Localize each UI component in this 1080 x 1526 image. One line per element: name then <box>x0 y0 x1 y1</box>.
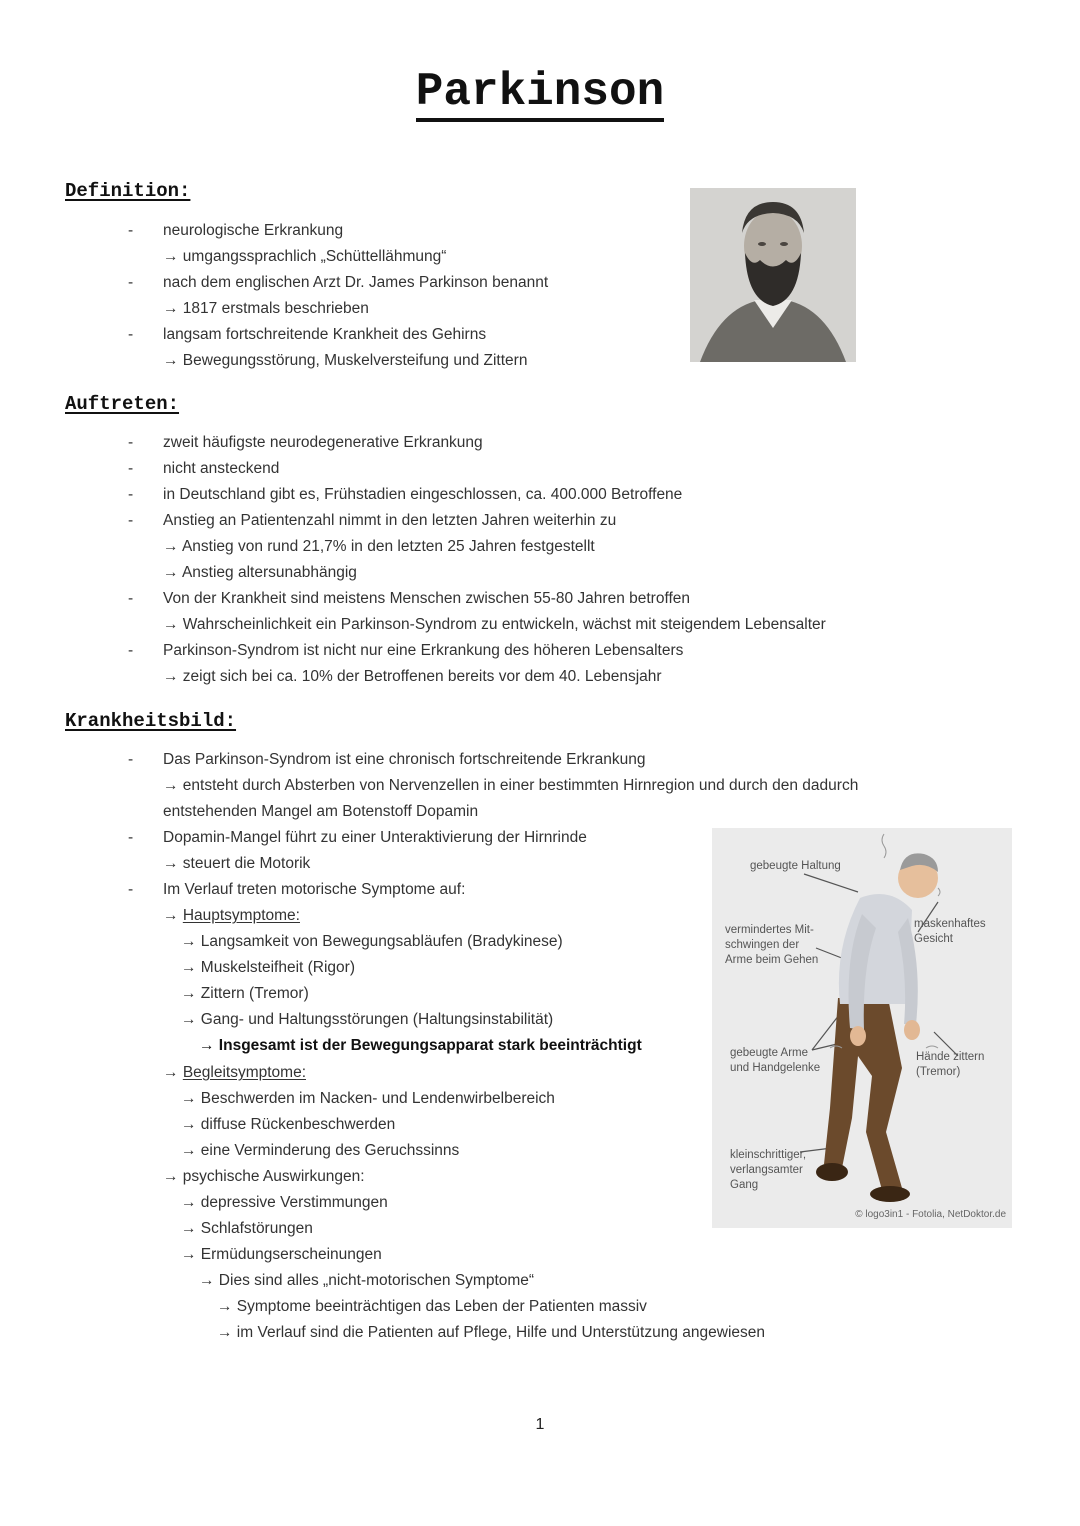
text-line: neurologische Erkrankung <box>163 222 344 239</box>
page-number: 1 <box>535 1416 545 1433</box>
text-line: nicht ansteckend <box>163 460 280 477</box>
text-line: entstehenden Mangel am Botenstoff Dopamin <box>163 803 479 820</box>
label-gebeugte-arme: gebeugte Arme und Handgelenke <box>730 1047 821 1074</box>
text-line: → Schlafstörungen <box>181 1220 313 1237</box>
text-line: → Langsamkeit von Bewegungsabläufen (Bradykinese) <box>181 933 563 950</box>
text-line: Im Verlauf treten motorische Symptome auf: <box>163 881 466 898</box>
heading-auftreten: Auftreten: <box>65 393 180 415</box>
bullet-dash: - <box>128 512 134 529</box>
text-line: → zeigt sich bei ca. 10% der Betroffenen bereits vor dem 40. Lebensjahr <box>163 668 662 685</box>
text-line: → im Verlauf sind die Patienten auf Pflege, Hilfe und Unterstützung angewiesen <box>217 1324 765 1341</box>
bullet-dash: - <box>128 460 134 477</box>
bullet-dash: - <box>128 751 134 768</box>
hauptsymptome-label: Hauptsymptome: <box>182 907 300 924</box>
text-line: → Bewegungsstörung, Muskelversteifung und Zittern <box>163 352 528 369</box>
text-line: → psychische Auswirkungen: <box>163 1168 365 1185</box>
text-line: nach dem englischen Arzt Dr. James Parkinson benannt <box>163 274 549 291</box>
text-line: → Gang- und Haltungsstörungen (Haltungsinstabilität) <box>181 1011 554 1028</box>
text-line: → Muskelsteifheit (Rigor) <box>181 959 355 976</box>
parkinson-symptoms-illustration <box>712 828 1012 1228</box>
text-line: → Ermüdungserscheinungen <box>181 1246 382 1263</box>
text-line: Dopamin-Mangel führt zu einer Unteraktivierung der Hirnrinde <box>163 829 587 846</box>
text-line-emphasis: → Insgesamt ist der Bewegungsapparat stark beeinträchtigt <box>199 1037 642 1054</box>
label-maskenhaftes-gesicht: maskenhaftes Gesicht <box>914 918 986 945</box>
page-title: Parkinson <box>0 66 1080 122</box>
image-credit: © logo3in1 - Fotolia, NetDoktor.de <box>855 1209 1006 1220</box>
text-line: Das Parkinson-Syndrom ist eine chronisch fortschreitende Erkrankung <box>163 751 646 768</box>
bullet-dash: - <box>128 222 134 239</box>
bullet-dash: - <box>128 326 134 343</box>
text-line: Parkinson-Syndrom ist nicht nur eine Erkrankung des höheren Lebensalters <box>163 642 684 659</box>
bullet-dash: - <box>128 881 134 898</box>
bullet-dash: - <box>128 642 134 659</box>
text-line: Anstieg an Patientenzahl nimmt in den letzten Jahren weiterhin zu <box>163 512 617 529</box>
text-line: → Dies sind alles „nicht-motorischen Symptome“ <box>199 1272 535 1289</box>
text-line: → Zittern (Tremor) <box>181 985 309 1002</box>
text-line: in Deutschland gibt es, Frühstadien eingeschlossen, ca. 400.000 Betroffene <box>163 486 683 503</box>
label-haende-zittern: Hände zittern (Tremor) <box>916 1051 985 1078</box>
bullet-dash: - <box>128 829 134 846</box>
bullet-dash: - <box>128 486 134 503</box>
text-line: → diffuse Rückenbeschwerden <box>181 1116 396 1133</box>
label-gebeugte-haltung: gebeugte Haltung <box>750 860 841 872</box>
label-mitschwingen: vermindertes Mit- schwingen der Arme beim Gehen <box>725 924 819 966</box>
label-gang: kleinschrittiger, verlangsamter Gang <box>730 1149 807 1191</box>
bullet-dash: - <box>128 434 134 451</box>
text-line: → Wahrscheinlichkeit ein Parkinson-Syndrom zu entwickeln, wächst mit steigendem Lebensalter <box>163 616 826 633</box>
text-line: → eine Verminderung des Geruchssinns <box>181 1142 460 1159</box>
text-line: → Anstieg von rund 21,7% in den letzten 25 Jahren festgestellt <box>163 538 595 555</box>
text-line: → Symptome beeinträchtigen das Leben der Patienten massiv <box>217 1298 647 1315</box>
text-line: → entsteht durch Absterben von Nervenzellen in einer bestimmten Hirnregion und durch den dadurch <box>163 777 859 794</box>
text-line: → Beschwerden im Nacken- und Lendenwirbelbereich <box>181 1090 555 1107</box>
text-line: zweit häufigste neurodegenerative Erkrankung <box>163 434 483 451</box>
text-line: langsam fortschreitende Krankheit des Gehirns <box>163 326 487 343</box>
portrait-photo <box>690 188 856 362</box>
text-line: → depressive Verstimmungen <box>181 1194 388 1211</box>
text-line: → Anstieg altersunabhängig <box>163 564 357 581</box>
text-line: → Begleitsymptome: <box>163 1064 307 1081</box>
heading-krankheitsbild: Krankheitsbild: <box>65 710 237 732</box>
text-line: → 1817 erstmals beschrieben <box>163 300 369 317</box>
begleitsymptome-label: Begleitsymptome: <box>182 1064 307 1081</box>
text-line: → umgangssprachlich „Schüttellähmung“ <box>163 248 447 265</box>
bullet-dash: - <box>128 274 134 291</box>
heading-definition: Definition: <box>65 180 191 202</box>
text-line: → steuert die Motorik <box>163 855 311 872</box>
text-line: → Hauptsymptome: <box>163 907 300 924</box>
text-line: Von der Krankheit sind meistens Menschen zwischen 55-80 Jahren betroffen <box>163 590 691 607</box>
bullet-dash: - <box>128 590 134 607</box>
